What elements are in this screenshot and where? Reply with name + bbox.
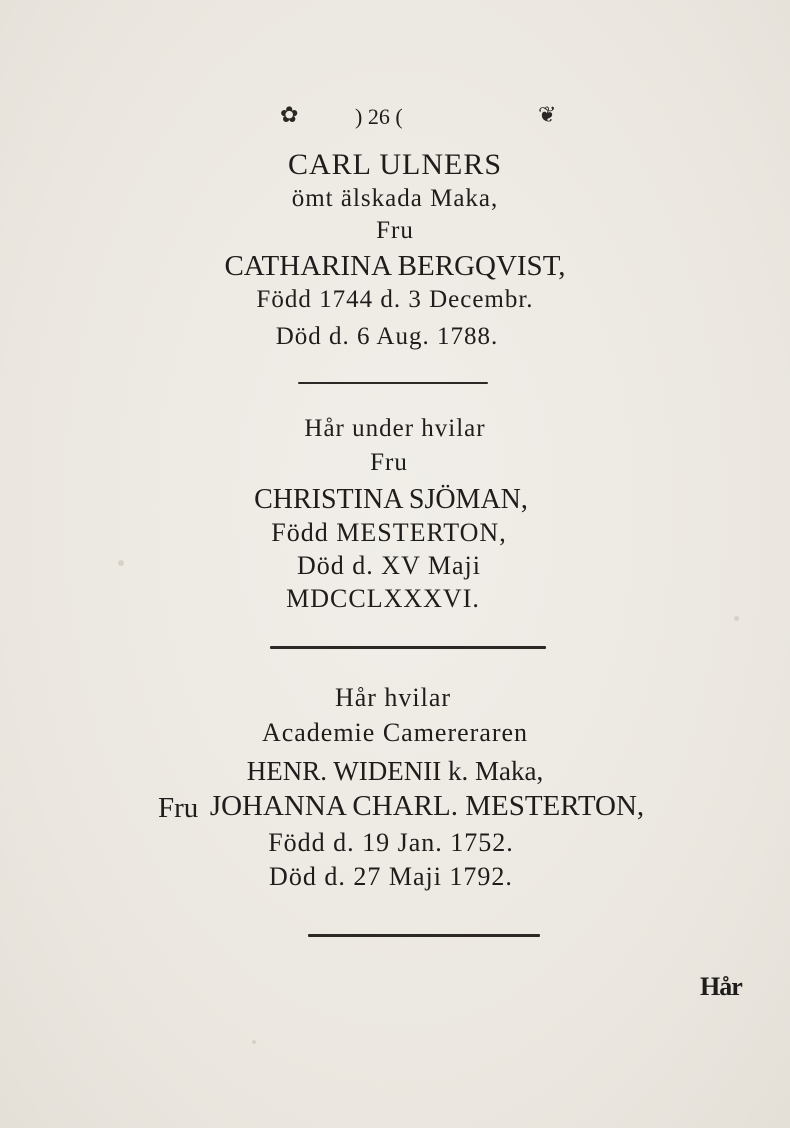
page-header <box>0 98 790 134</box>
epitaph-line: Född MESTERTON, <box>271 518 507 547</box>
epitaph-line: CHRISTINA SJÖMAN, <box>254 484 528 515</box>
divider-rule <box>308 934 540 937</box>
epitaph-line: ömt älskada Maka, <box>291 185 499 212</box>
divider-rule <box>298 382 488 384</box>
epitaph-line: Hår under hvilar <box>304 415 486 442</box>
epitaph-line: MDCCLXXXVI. <box>286 584 480 613</box>
epitaph-line: Död d. XV Maji <box>297 551 481 580</box>
epitaph-line: Hår hvilar <box>334 683 452 712</box>
catchword: Hår <box>700 972 742 1001</box>
title-prefix: Fru <box>158 792 199 824</box>
page-number: ) 26 ( <box>355 104 403 129</box>
epitaph-line: CATHARINA BERGQVIST, <box>224 250 566 282</box>
epitaph-line: HENR. WIDENII k. Maka, <box>246 756 544 786</box>
epitaph-line: JOHANNA CHARL. MESTERTON, <box>209 790 645 822</box>
epitaph-line: Academie Camereraren <box>261 718 529 747</box>
epitaph-line: CARL ULNERS <box>287 148 503 181</box>
divider-rule <box>270 646 546 649</box>
epitaph-line: Fru <box>376 217 414 244</box>
flower-ornament-icon: ✿ <box>280 102 299 127</box>
epitaph-line: Fru <box>370 449 408 476</box>
paper-stain <box>252 1040 256 1044</box>
epitaph-line: Född d. 19 Jan. 1752. <box>268 828 514 857</box>
epitaph-line: Död d. 27 Maji 1792. <box>269 862 513 891</box>
epitaph-line: Född 1744 d. 3 Decembr. <box>256 286 534 313</box>
epitaph-line: Död d. 6 Aug. 1788. <box>275 323 499 350</box>
leaf-ornament-icon: ❦ <box>538 102 557 127</box>
paper-stain <box>734 616 739 621</box>
